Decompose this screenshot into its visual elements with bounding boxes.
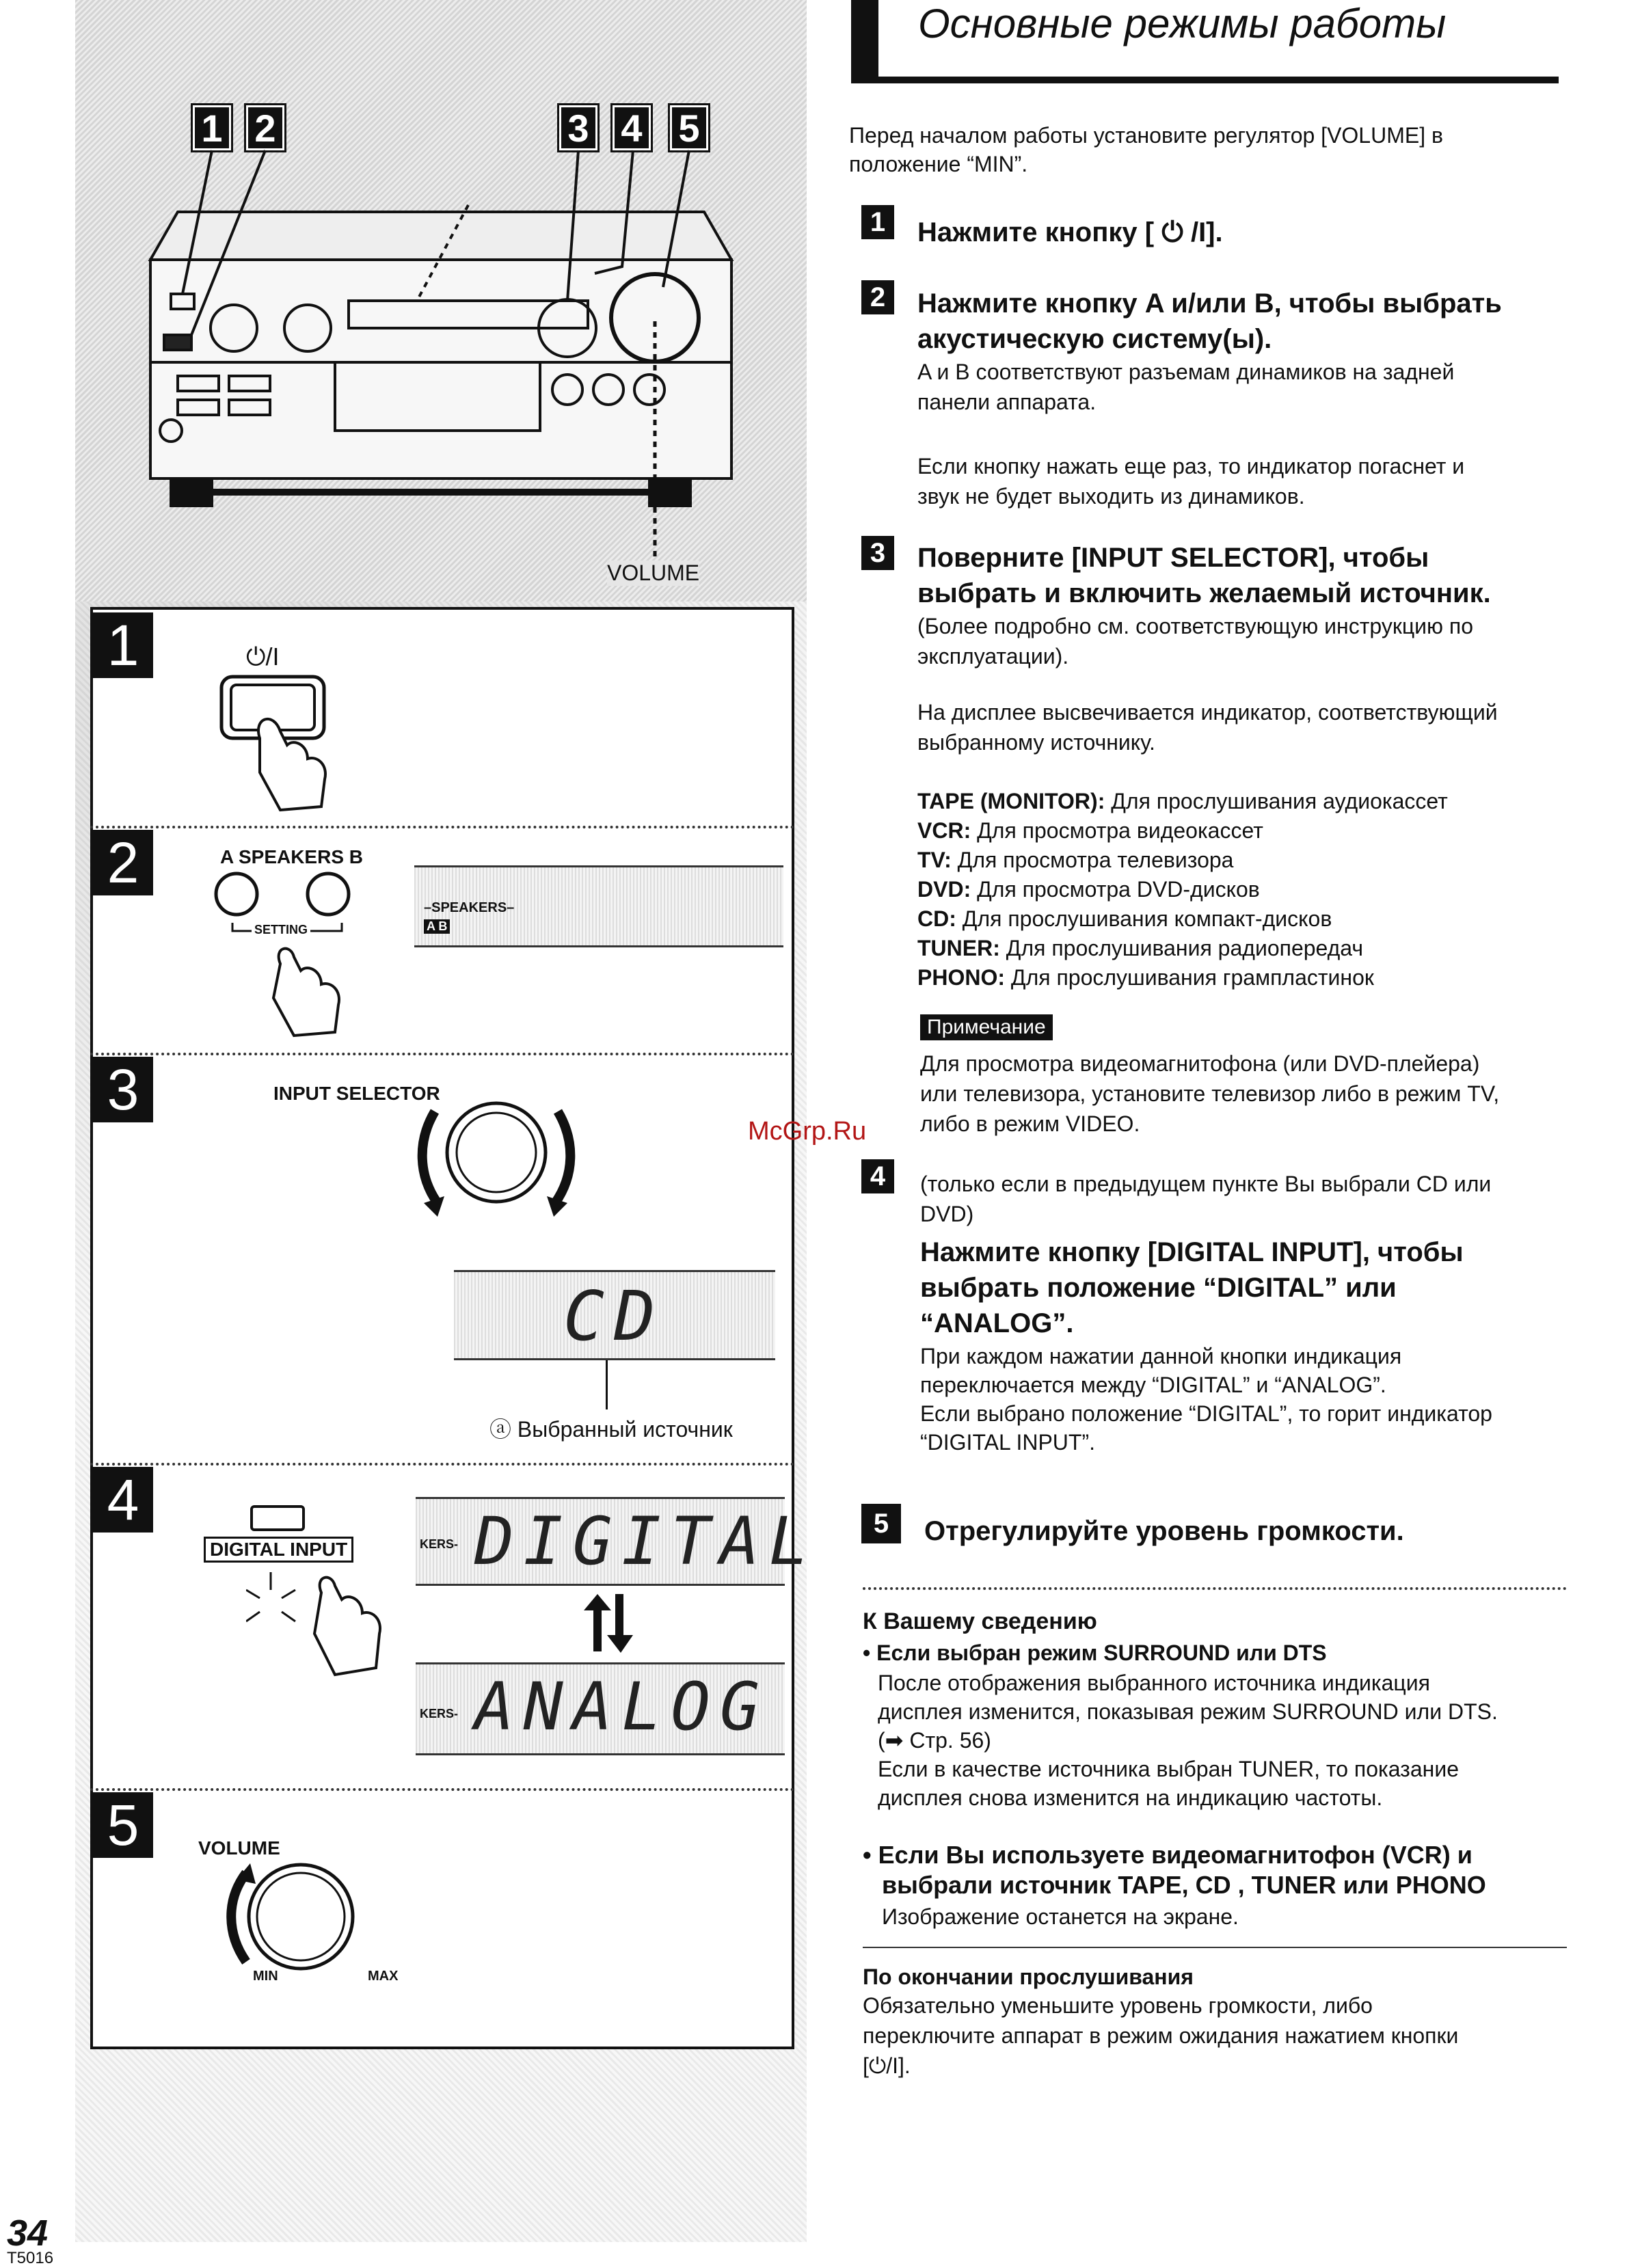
speakers-label: A SPEAKERS B [220, 846, 364, 867]
step-2-body: панели аппарата. [917, 390, 1097, 414]
setting-label: SETTING [252, 923, 310, 937]
section-divider [863, 1587, 1567, 1590]
step-badge-3: 3 [93, 1057, 153, 1122]
speaker-buttons-illustration [205, 868, 369, 1039]
info-bullet-1: • Если выбран режим SURROUND или DTS [863, 1641, 1327, 1665]
step-badge-4: 4 [93, 1467, 153, 1533]
input-selector-label: INPUT SELECTOR [273, 1083, 440, 1104]
info-bullet-1-line: После отображения выбранного источника индикация [878, 1671, 1430, 1695]
title-bar-rule [878, 77, 1559, 83]
step-badge-2: 2 [93, 830, 153, 895]
digital-display [416, 1497, 818, 1586]
info-bullet-2: выбрали источник TAPE, CD , TUNER или PHONO [882, 1871, 1486, 1899]
step-number-4: 4 [861, 1159, 894, 1193]
analog-display-text: ANALOG [474, 1669, 769, 1745]
speakers-display [414, 865, 783, 947]
step-4-heading: “ANALOG”. [920, 1308, 1074, 1338]
after-line: переключите аппарат в режим ожидания нажатием кнопки [863, 2023, 1459, 2048]
info-title: К Вашему сведению [863, 1608, 1097, 1634]
step-4-body: При каждом нажатии данной кнопки индикация [920, 1344, 1402, 1368]
source-item: TV: Для просмотра телевизора [917, 848, 1234, 872]
receiver-drawing [75, 96, 807, 602]
step-2-heading: акустическую систему(ы). [917, 324, 1272, 354]
cd-display [454, 1270, 775, 1360]
callout-badge-4: 4 [613, 105, 651, 150]
divider [90, 1788, 794, 1791]
title-bar-block [851, 0, 878, 83]
step-2-heading: Нажмите кнопку A и/или B, чтобы выбрать [917, 288, 1502, 319]
step-3-body: эксплуатации). [917, 644, 1069, 669]
analog-display [416, 1662, 785, 1755]
source-item: PHONO: Для прослушивания грампластинок [917, 965, 1374, 990]
after-title: По окончании прослушивания [863, 1965, 1194, 1989]
speakers-display-text: –SPEAKERS– [424, 900, 515, 915]
digital-input-press-illustration [246, 1565, 390, 1682]
input-selector-knob-illustration [403, 1101, 595, 1217]
step-badge-1: 1 [93, 612, 153, 678]
pointing-hand-icon [273, 949, 339, 1036]
watermark: McGrp.Ru [748, 1117, 867, 1146]
step-4-body: “DIGITAL INPUT”. [920, 1430, 1095, 1455]
step-number-2: 2 [861, 280, 894, 314]
step-4-heading: выбрать положение “DIGITAL” или [920, 1273, 1397, 1303]
callout-badge-1: 1 [193, 105, 231, 150]
step-3-heading: выбрать и включить желаемый источник. [917, 578, 1491, 608]
step-number-3: 3 [861, 536, 894, 570]
callout-badge-2: 2 [246, 105, 284, 150]
source-item: TUNER: Для прослушивания радиопередач [917, 936, 1364, 960]
step-3-body: На дисплее высвечивается индикатор, соответствующий [917, 700, 1498, 725]
info-bullet-2-line: Изображение останется на экране. [882, 1904, 1239, 1929]
step-badge-5: 5 [93, 1792, 153, 1858]
step-2-body: A и B соответствуют разъемам динамиков на задней [917, 360, 1455, 384]
step-2-body: звук не будет выходить из динамиков. [917, 484, 1305, 509]
note-line: Для просмотра видеомагнитофона (или DVD-плейера) [920, 1051, 1480, 1076]
selected-source-caption: ⓐ Выбранный источник [489, 1417, 733, 1442]
note-line: или телевизора, установите телевизор либо в режим TV, [920, 1081, 1500, 1106]
divider [90, 1463, 794, 1466]
step-4-prefix: (только если в предыдущем пункте Вы выбрали CD или [920, 1172, 1492, 1196]
kers-label: KERS- [420, 1707, 459, 1720]
info-bullet-1-line: дисплея изменится, показывая режим SURROUND или DTS. [878, 1699, 1498, 1724]
info-bullet-1-line: дисплея снова изменится на индикацию частоты. [878, 1785, 1383, 1810]
intro-line: положение “MIN”. [849, 152, 1028, 176]
toggle-arrows-icon [580, 1593, 634, 1654]
step-4-body: переключается между “DIGITAL” и “ANALOG”. [920, 1373, 1386, 1397]
speakers-ab-indicator: A B [424, 919, 450, 934]
step-3-heading: Поверните [INPUT SELECTOR], чтобы [917, 543, 1429, 573]
step-number-5: 5 [861, 1504, 901, 1543]
section-divider [863, 1947, 1567, 1948]
info-bullet-1-line: (➡ Стр. 56) [878, 1728, 991, 1753]
note-line: либо в режим VIDEO. [920, 1111, 1140, 1136]
power-symbol-label: ⏻/I [246, 643, 280, 671]
digital-input-label: DIGITAL INPUT [204, 1537, 353, 1563]
page-number: 34 [7, 2213, 49, 2254]
callout-badge-3: 3 [559, 105, 597, 150]
step-2-body: Если кнопку нажать еще раз, то индикатор погаснет и [917, 454, 1465, 478]
power-button-press-illustration [212, 670, 349, 813]
info-bullet-1-line: Если в качестве источника выбран TUNER, то показание [878, 1757, 1459, 1781]
note-label: Примечание [920, 1014, 1053, 1040]
divider [90, 1053, 794, 1055]
source-item: VCR: Для просмотра видеокассет [917, 818, 1263, 843]
source-item: TAPE (MONITOR): Для прослушивания аудиокассет [917, 789, 1448, 813]
volume-min-label: MIN [253, 1969, 278, 1984]
volume-max-label: MAX [368, 1969, 399, 1984]
kers-label: KERS- [420, 1537, 459, 1551]
step-3-body: (Более подробно см. соответствующую инструкцию по [917, 614, 1474, 638]
after-line: [⏻/I]. [863, 2053, 911, 2078]
step-5-heading: Отрегулируйте уровень громкости. [924, 1516, 1404, 1546]
step-1-heading: Нажмите кнопку [ ⏻ /I]. [917, 217, 1223, 247]
volume-knob-illustration [216, 1859, 394, 1982]
source-item: CD: Для прослушивания компакт-дисков [917, 906, 1332, 931]
source-item: DVD: Для просмотра DVD-дисков [917, 877, 1260, 902]
info-bullet-2: • Если Вы используете видеомагнитофон (VCR) и [863, 1841, 1473, 1869]
volume-knob-label: VOLUME [198, 1837, 280, 1859]
digital-input-button [250, 1505, 305, 1531]
step-4-heading: Нажмите кнопку [DIGITAL INPUT], чтобы [920, 1237, 1464, 1267]
step-3-body: выбранному источнику. [917, 730, 1155, 755]
after-line: Обязательно уменьшите уровень громкости, либо [863, 1993, 1373, 2018]
pointing-hand-icon [314, 1578, 380, 1675]
step-4-body: Если выбрано положение “DIGITAL”, то горит индикатор [920, 1401, 1492, 1426]
volume-callout-label: VOLUME [607, 561, 700, 585]
divider [90, 826, 794, 828]
page-title: Основные режимы работы [918, 1, 1447, 46]
cd-display-text: CD [563, 1276, 665, 1356]
callout-line [606, 1360, 608, 1409]
title-bar [851, 0, 1559, 83]
step-4-prefix: DVD) [920, 1202, 974, 1226]
digital-display-text: DIGITAL [474, 1503, 818, 1580]
intro-line: Перед началом работы установите регулятор [VOLUME] в [849, 123, 1443, 148]
step-number-1: 1 [861, 205, 894, 239]
model-code: T5016 [7, 2249, 54, 2267]
callout-badge-5: 5 [670, 105, 708, 150]
